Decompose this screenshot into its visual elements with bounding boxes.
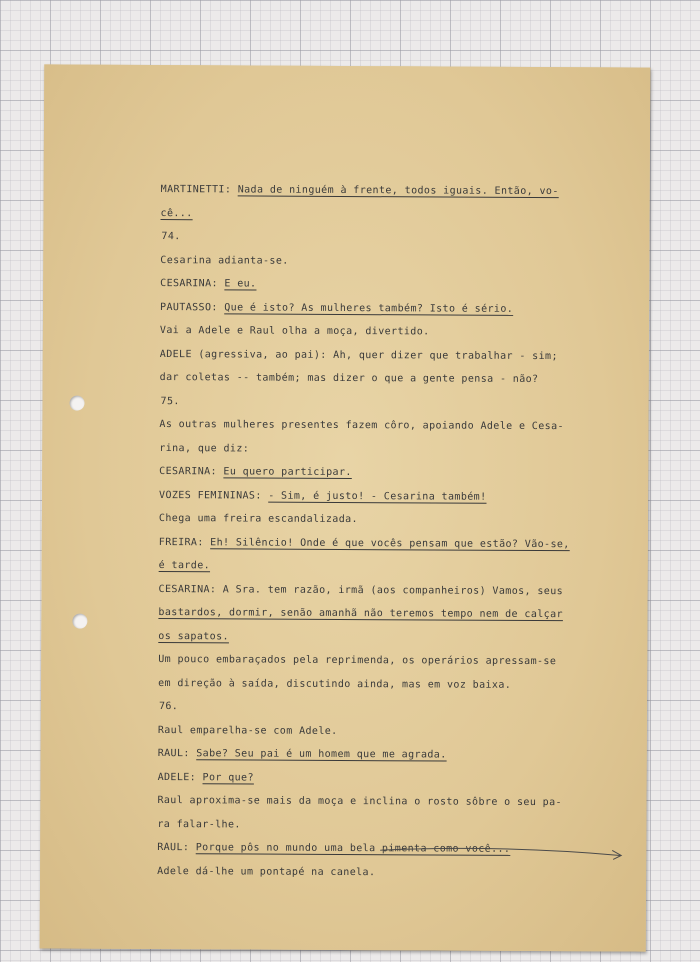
- script-line: [159, 413, 629, 439]
- speaker-name: ADELE: [159, 348, 192, 360]
- stage-direction: As outras mulheres presentes fazem côro, apoiando Adele e Cesa-: [159, 419, 564, 433]
- script-line: [158, 625, 628, 651]
- script-line: [159, 437, 629, 463]
- stage-direction: ra falar-lhe.: [157, 818, 241, 830]
- speaker-name: CESARINA:: [159, 466, 218, 478]
- dialogue-text: Porque pôs no mundo uma bela pimenta como você...: [195, 842, 511, 855]
- stage-direction: Adele dá-lhe um pontapé na canela.: [157, 865, 376, 878]
- script-line: [160, 343, 630, 369]
- stage-direction: Raul emparelha-se com Adele.: [157, 724, 338, 737]
- stage-direction: dar coletas -- também; mas dizer o que a gente pensa - não?: [159, 372, 539, 386]
- script-line: [158, 648, 628, 674]
- script-line: [160, 296, 630, 322]
- stage-direction: Vai a Adele e Raul olha a moça, divertido.: [159, 325, 430, 338]
- arrow-icon: [378, 842, 628, 861]
- stage-direction: Raul aproxima-se mais da moça e inclina o rosto sôbre o seu pa-: [157, 795, 562, 809]
- script-line: [157, 860, 627, 886]
- script-line: [157, 813, 627, 839]
- dialogue-text: Que é isto? As mulheres também? Isto é sério.: [224, 301, 514, 315]
- stage-direction: cê...: [160, 207, 193, 219]
- dialogue-text: Eu quero participar.: [223, 466, 352, 479]
- script-line: [157, 789, 627, 815]
- punch-hole-upper: [70, 396, 85, 411]
- script-line: [159, 484, 629, 510]
- stage-direction: Um pouco embaraçados pela reprimenda, os operários apressam-se: [158, 654, 557, 668]
- dialogue-text: Nada de ninguém à frente, todos iguais. Então, vo-: [237, 184, 559, 198]
- speaker-name: FREIRA:: [158, 536, 204, 548]
- script-line: [159, 578, 629, 604]
- script-line: [160, 366, 630, 392]
- speaker-name: PAUTASSO:: [160, 301, 218, 313]
- script-line: [158, 672, 628, 698]
- speaker-name: ADELE:: [157, 771, 197, 783]
- script-line: [161, 178, 631, 204]
- script-line: [158, 719, 628, 745]
- dialogue-text: E eu.: [224, 278, 257, 290]
- script-line: [159, 554, 629, 580]
- speaker-name: RAUL:: [157, 748, 190, 760]
- scene-number: [159, 390, 629, 416]
- script-text: [157, 178, 631, 885]
- scene-number: [158, 695, 628, 721]
- speaker-name: CESARINA:: [160, 278, 218, 290]
- script-line: [159, 531, 629, 557]
- script-line: [160, 202, 630, 228]
- dialogue-text: Sabe? Seu pai é um homem que me agrada.: [196, 748, 447, 761]
- speaker-name: RAUL:: [157, 842, 190, 854]
- dialogue-text: A Sra. tem razão, irmã (aos companheiros) Vamos, seus: [222, 583, 564, 597]
- scene-number-text: 74.: [161, 231, 181, 243]
- speaker-name: CESARINA:: [158, 583, 217, 595]
- dialogue-text: Por que?: [202, 771, 254, 784]
- scene-number: [160, 225, 630, 251]
- speaker-name: VOZES FEMININAS:: [159, 489, 262, 502]
- dialogue-text: - Sim, é justo! - Cesarina também!: [268, 490, 487, 503]
- dialogue-text: (agressiva, ao pai): Ah, quer dizer que trabalhar - sim;: [198, 348, 558, 362]
- punch-hole-lower: [72, 614, 87, 629]
- script-line: [159, 507, 629, 533]
- script-line: [160, 272, 630, 298]
- dialogue-text: Eh! Silêncio! Onde é que vocês pensam que estão? Vão-se,: [210, 536, 570, 550]
- stage-direction: bastardos, dormir, senão amanhã não teremos tempo nem de calçar: [158, 607, 563, 621]
- stage-direction: Cesarina adianta-se.: [160, 254, 289, 267]
- script-line: [160, 319, 630, 345]
- speaker-name: MARTINETTI:: [160, 184, 232, 196]
- stage-direction: rina, que diz:: [159, 442, 250, 454]
- stage-direction: Chega uma freira escandalizada.: [158, 513, 359, 526]
- script-line: [158, 766, 628, 792]
- script-line: [158, 742, 628, 768]
- typewritten-page: [40, 64, 651, 951]
- scene-number-text: 76.: [158, 701, 179, 713]
- script-line: [159, 460, 629, 486]
- scene-number-text: 75.: [160, 395, 180, 407]
- script-line: [160, 249, 630, 275]
- stage-direction: em direção à saída, discutindo ainda, mas em voz baixa.: [158, 677, 512, 691]
- stage-direction: os sapatos.: [158, 630, 229, 642]
- stage-direction: é tarde.: [158, 560, 211, 572]
- script-line: [158, 601, 628, 627]
